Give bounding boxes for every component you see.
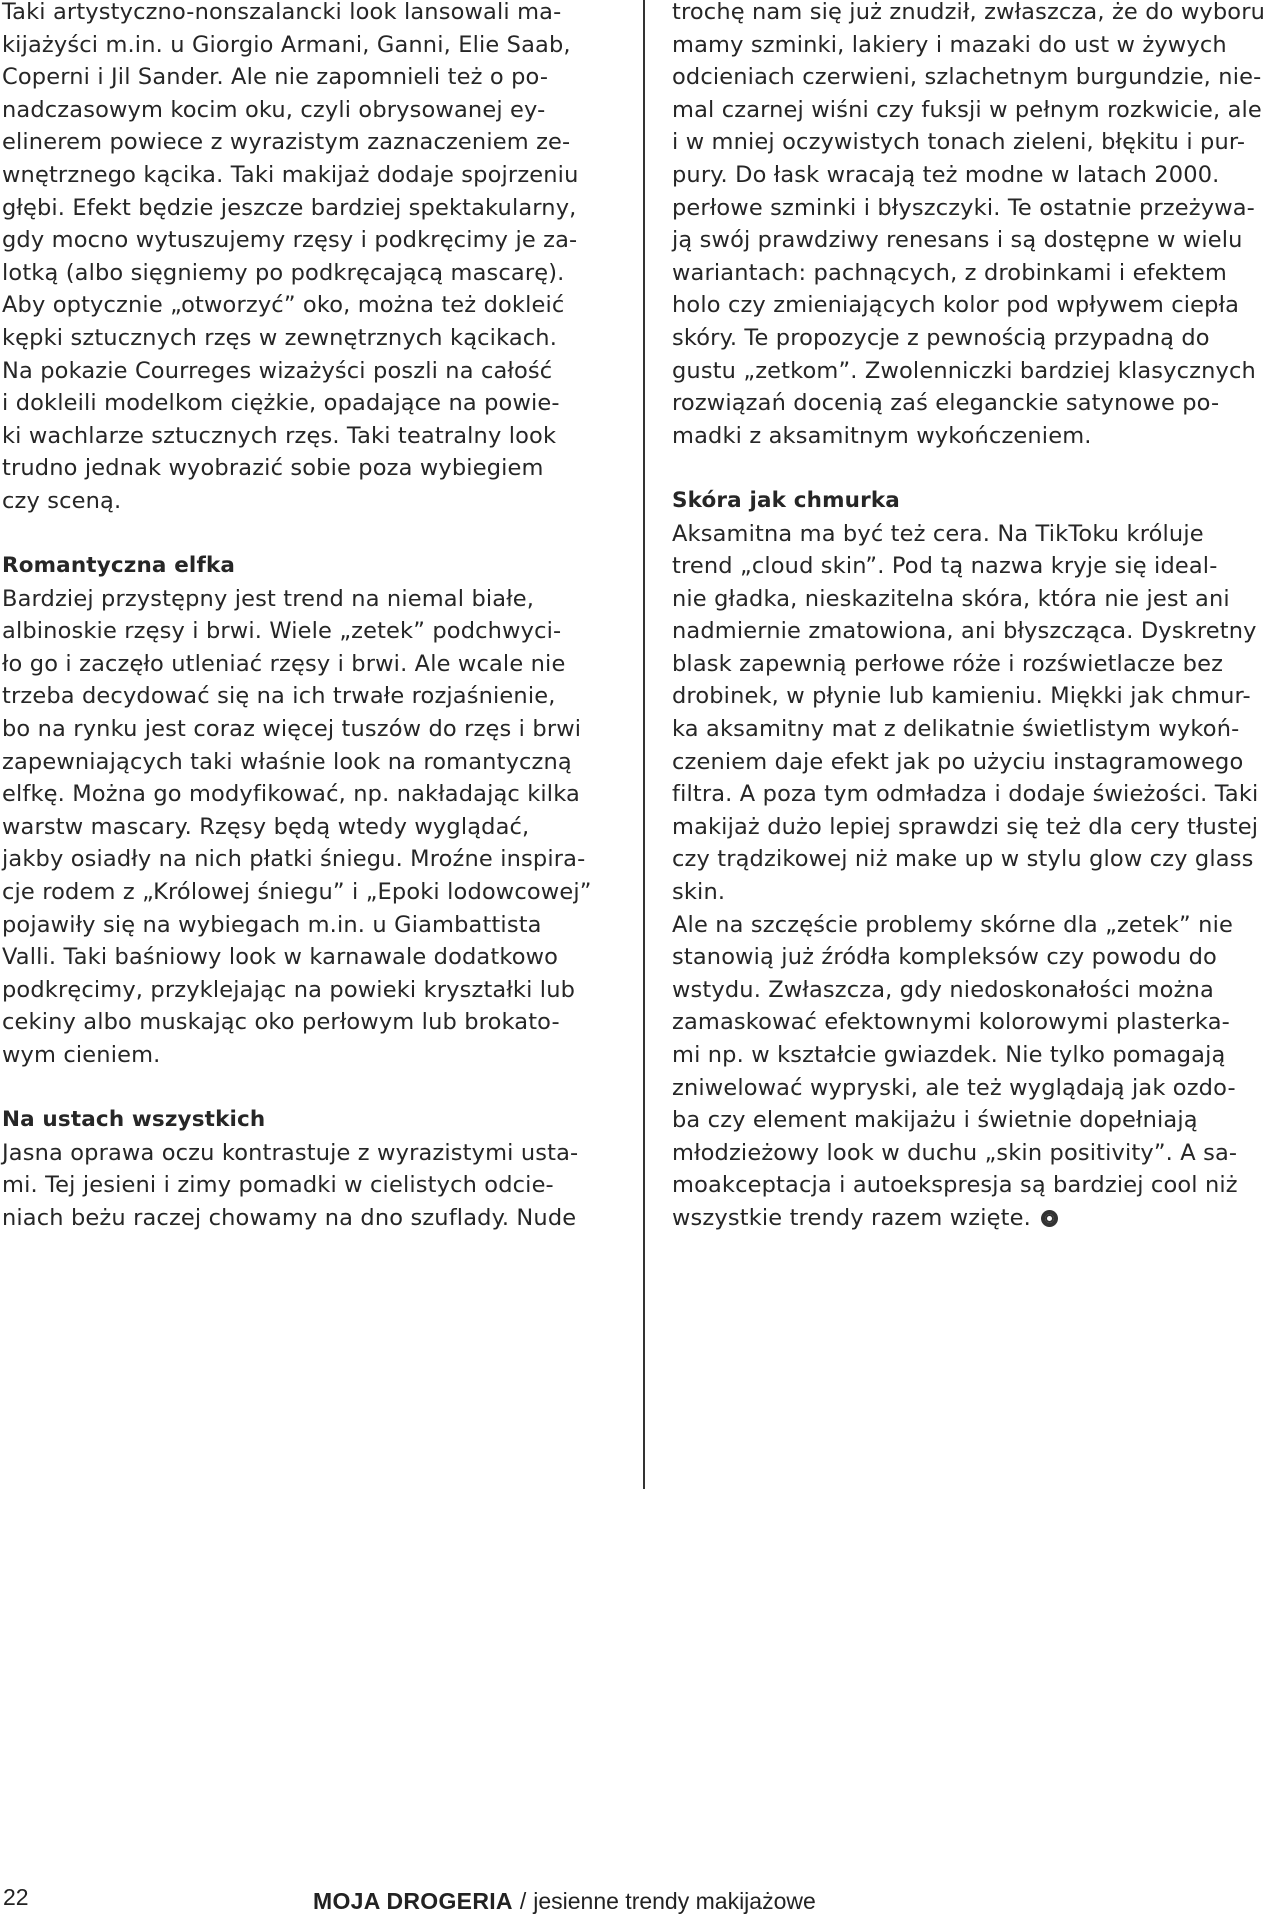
text-line: Aby optycznie „otworzyć” oko, można też dokleić	[2, 292, 565, 319]
text-line: trochę nam się już znudził, zwłaszcza, że do wyboru	[672, 0, 1266, 25]
text-line: Taki artystyczno-nonszalancki look lansowali ma-	[2, 0, 562, 25]
text-line: kijażyści m.in. u Giorgio Armani, Ganni, Elie Saab,	[2, 31, 571, 58]
text-line: rozwiązań docenią zaś eleganckie satynowe po-	[672, 390, 1220, 417]
text-line: trudno jednak wyobrazić sobie poza wybiegiem	[2, 455, 544, 482]
text-line: Coperni i Jil Sander. Ale nie zapomnieli też o po-	[2, 64, 549, 91]
text-line: wszystkie trendy razem wzięte.	[672, 1202, 1280, 1235]
text-line: warstw mascary. Rzęsy będą wtedy wyglądać,	[2, 813, 530, 840]
text-line: kępki sztucznych rzęs w zewnętrznych kącikach.	[2, 324, 558, 351]
intro-paragraph	[2, 0, 620, 518]
end-of-article-icon	[1041, 1210, 1058, 1227]
text-line: Na pokazie Courreges wizażyści poszli na całość	[2, 357, 553, 384]
text-line: filtra. A poza tym odmładza i dodaje świeżości. Taki	[672, 781, 1259, 808]
text-line: zniwelować wypryski, ale też wyglądają jak ozdo-	[672, 1074, 1236, 1101]
section-heading-romantyczna-elfka: Romantyczna elfka	[2, 553, 236, 579]
magazine-brand: MOJA DROGERIA	[313, 1888, 513, 1914]
text-line: odcieniach czerwieni, szlachetnym burgundzie, nie-	[672, 64, 1262, 91]
text-line: zamaskować efektownymi kolorowymi plasterka-	[672, 1009, 1230, 1036]
text-line: gdy mocno wytuszujemy rzęsy i podkręcimy je za-	[2, 227, 578, 254]
text-line: nie gładka, nieskazitelna skóra, która nie jest ani	[672, 585, 1230, 612]
section-heading-skora-jak-chmurka: Skóra jak chmurka	[672, 487, 900, 513]
text-line: stanowią już źródła kompleksów czy powodu do	[672, 944, 1217, 971]
text-line: holo czy zmieniających kolor pod wpływem ciepła	[672, 292, 1240, 319]
running-footer	[313, 1888, 816, 1915]
text-line: wym cieniem.	[2, 1042, 161, 1068]
text-line: Valli. Taki baśniowy look w karnawale dodatkowo	[2, 944, 559, 971]
text-line: zapewniających taki właśnie look na romantyczną	[2, 748, 572, 775]
text-line: elinerem powiece z wyrazistym zaznaczeniem ze-	[2, 129, 571, 156]
text-line: i dokleili modelkom ciężkie, opadające na powie-	[2, 390, 560, 417]
footer-separator: /	[519, 1888, 527, 1914]
section-paragraph-romantyczna-elfka	[2, 583, 620, 1072]
left-column	[2, 0, 620, 1235]
text-line: wnętrznego kącika. Taki makijaż dodaje spojrzeniu	[2, 161, 579, 188]
text-line: nadmiernie zmatowiona, ani błyszcząca. Dyskretny	[672, 618, 1257, 645]
text-line: makijaż dużo lepiej sprawdzi się też dla cery tłustej	[672, 813, 1259, 840]
text-line: trend „cloud skin”. Pod tą nazwa kryje się ideal-	[672, 553, 1218, 580]
text-line: albinoskie rzęsy i brwi. Wiele „zetek” podchwyci-	[2, 618, 562, 645]
section-heading-na-ustach-wszystkich: Na ustach wszystkich	[2, 1107, 266, 1133]
text-line: gustu „zetkom”. Zwolenniczki bardziej klasycznych	[672, 357, 1256, 384]
text-line: czy sceną.	[2, 487, 122, 514]
footer-section-title: jesienne trendy makijażowe	[533, 1888, 816, 1914]
section-paragraph-na-ustach-wszystkich	[2, 1137, 620, 1235]
text-line: i w mniej oczywistych tonach zieleni, błękitu i pur-	[672, 129, 1246, 156]
text-line: mi. Tej jesieni i zimy pomadki w cielistych odcie-	[2, 1172, 554, 1199]
text-line: mi np. w kształcie gwiazdek. Nie tylko pomagają	[672, 1042, 1226, 1068]
text-line: moakceptacja i autoekspresja są bardziej cool niż	[672, 1172, 1238, 1199]
text-line: nadczasowym kocim oku, czyli obrysowanej ey-	[2, 96, 546, 123]
text-line: cekiny albo muskając oko perłowym lub brokato-	[2, 1009, 560, 1036]
text-line: drobinek, w płynie lub kamieniu. Miękki jak chmur-	[672, 683, 1251, 710]
text-line: czy trądzikowej niż make up w stylu glow czy glass	[672, 846, 1254, 873]
continuation-paragraph	[672, 0, 1280, 452]
text-line: blask zapewnią perłowe róże i rozświetlacze bez	[672, 650, 1224, 677]
text-line: Aksamitna ma być też cera. Na TikToku króluje	[672, 520, 1204, 547]
text-line: czeniem daje efekt jak po użyciu instagramowego	[672, 748, 1244, 775]
text-line: madki z aksamitnym wykończeniem.	[672, 422, 1092, 449]
text-line: pojawiły się na wybiegach m.in. u Giambattista	[2, 911, 542, 938]
text-line: skin.	[672, 879, 726, 906]
text-line: Jasna oprawa oczu kontrastuje z wyrazistymi usta-	[2, 1139, 579, 1166]
text-line: podkręcimy, przyklejając na powieki kryształki lub	[2, 976, 576, 1003]
section-paragraph-skora-jak-chmurka	[672, 518, 1280, 1235]
text-line: ki wachlarze sztucznych rzęs. Taki teatralny look	[2, 422, 557, 449]
page-number: 22	[3, 1884, 29, 1910]
text-line: ją swój prawdziwy renesans i są dostępne w wielu	[672, 227, 1243, 254]
right-column	[672, 0, 1280, 1235]
column-divider	[643, 0, 645, 1489]
text-line: jakby osiadły na nich płatki śniegu. Mroźne inspira-	[2, 846, 586, 873]
text-line: ło go i zaczęło utleniać rzęsy i brwi. Ale wcale nie	[2, 650, 566, 677]
text-line: wstydu. Zwłaszcza, gdy niedoskonałości można	[672, 976, 1214, 1003]
text-line: niach beżu raczej chowamy na dno szuflady. Nude	[2, 1204, 577, 1231]
text-line: młodzieżowy look w duchu „skin positivity”. A sa-	[672, 1139, 1238, 1166]
text-line: ka aksamitny mat z delikatnie świetlistym wykoń-	[672, 716, 1240, 743]
text-line: bo na rynku jest coraz więcej tuszów do rzęs i brwi	[2, 716, 582, 743]
text-line: Ale na szczęście problemy skórne dla „zetek” nie	[672, 911, 1233, 938]
text-line: skóry. Te propozycje z pewnością przypadną do	[672, 324, 1210, 351]
text-line: lotką (albo sięgniemy po podkręcającą mascarę).	[2, 259, 565, 286]
text-line: pury. Do łask wracają też modne w latach 2000.	[672, 161, 1220, 188]
text-line: ba czy element makijażu i świetnie dopełniają	[672, 1107, 1198, 1134]
text-line: głębi. Efekt będzie jeszcze bardziej spektakularny,	[2, 194, 577, 221]
text-line: trzeba decydować się na ich trwałe rozjaśnienie,	[2, 683, 556, 710]
text-line: cje rodem z „Królowej śniegu” i „Epoki lodowcowej”	[2, 879, 592, 906]
text-line: mamy szminki, lakiery i mazaki do ust w żywych	[672, 31, 1227, 58]
text-line: Bardziej przystępny jest trend na niemal białe,	[2, 585, 535, 612]
text-line: wariantach: pachnących, z drobinkami i efektem	[672, 259, 1227, 286]
text-line: elfkę. Można go modyfikować, np. nakładając kilka	[2, 781, 580, 808]
text-line: mal czarnej wiśni czy fuksji w pełnym rozkwicie, ale	[672, 96, 1262, 123]
text-line: perłowe szminki i błyszczyki. Te ostatnie przeżywa-	[672, 194, 1255, 221]
